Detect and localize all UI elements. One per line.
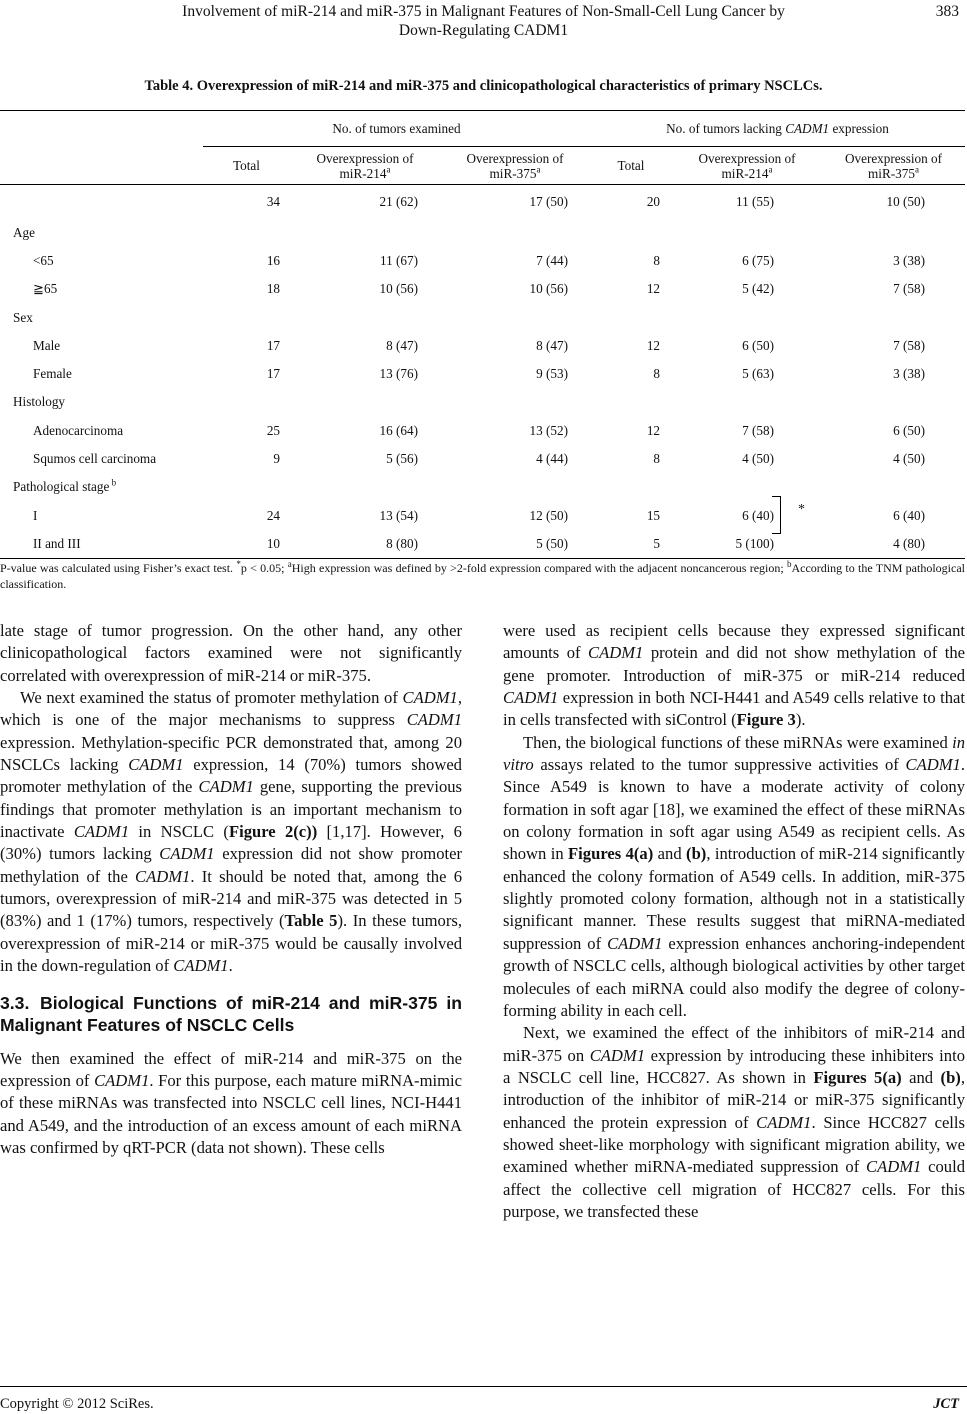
table-cell: 7 (58) xyxy=(893,337,925,353)
table-cell xyxy=(290,473,440,501)
table-cell: 10 (50) xyxy=(886,194,925,209)
table-cell: 9 xyxy=(273,451,280,467)
running-title-line2: Down-Regulating CADM1 xyxy=(398,22,569,39)
table-cell: 17 (50) xyxy=(529,194,568,209)
significance-star: * xyxy=(798,502,805,517)
table-cell: 12 (50) xyxy=(529,507,568,523)
table-cell: 8 xyxy=(653,451,660,467)
table-row xyxy=(0,416,965,444)
table-cell: 8 (47) xyxy=(386,337,418,353)
row-label: Adenocarcinoma xyxy=(33,422,124,438)
row-label: Female xyxy=(33,366,72,382)
table-cell: 10 (56) xyxy=(529,281,568,297)
table-cell: 5 (50) xyxy=(536,535,568,551)
table-cell xyxy=(440,218,590,246)
paragraph: We next examined the status of promoter methylation of CADM1, which is one of the major mechanisms to suppress CADM1 expression. Methylation-specific PCR demonstrated that, among 20 NSCLCs lacking CADM1 expression, 14 (70%) tumors showed promoter methylation of the CADM1 gene, supporting the previous findings that promoter methylation is an important mechanism to inactivate CADM1 in NSCLC (Figure 2(c)) [1,17]. However, 6 (30%) tumors lacking CADM1 expression did not show promoter methylation of the CADM1. It should be noted that, among the 6 tumors, overexpression of miR-214 and miR-375 was detected in 5 (83%) and 1 (17%) tumors, respectively (Table 5). In these tumors, overexpression of miR-214 or miR-375 would be causally involved in the down-regulation of CADM1. xyxy=(0,688,462,976)
table-cell xyxy=(203,388,290,416)
table-cell xyxy=(290,303,440,331)
table-cell: 16 (64) xyxy=(379,422,418,438)
row-label: I xyxy=(33,507,38,523)
table-cell xyxy=(590,388,672,416)
table-row xyxy=(0,275,965,303)
copyright: Copyright © 2012 SciRes. xyxy=(0,1396,154,1412)
table-cell: 5 (56) xyxy=(386,451,418,467)
table-4 xyxy=(0,110,965,559)
row-label: Pathological stage $^b$ xyxy=(13,477,117,495)
table-cell xyxy=(672,218,822,246)
table-cell: 11 (67) xyxy=(380,252,418,268)
table-cell: 10 (56) xyxy=(379,281,418,297)
row-label: <65 xyxy=(33,252,54,268)
paragraph: Then, the biological functions of these miRNAs were examined in vitro assays related to the tumor suppressive activities of CADM1. Since A549 is known to have a moderate activity of colony formation in soft agar [18], we examined the effect of these miRNAs on colony formation in soft agar using A549 as recipient cells. As shown in Figures 4(a) and (b), introduction of miR-214 significantly enhanced the colony formation of A549 cells. In addition, miR-375 slightly promoted colony formation, although not in a statistically significant manner. These results suggest that miRNA-mediated suppression of CADM1 expression enhances anchoring-independent growth of NSCLC cells, although biological activities by other target molecules of each miRNA could also modify the degree of colony-forming ability in each cell. xyxy=(503,732,965,1020)
table-cell: 4 (44) xyxy=(536,451,568,467)
table-cell: 21 (62) xyxy=(379,194,418,209)
table-cell: 6 (40) xyxy=(742,507,774,523)
table-row xyxy=(0,501,965,529)
table-row xyxy=(0,303,965,331)
table-row xyxy=(0,246,965,274)
table-cell xyxy=(590,218,672,246)
table-cell: 6 (40) xyxy=(893,507,925,523)
table-cell: 7 (44) xyxy=(536,252,568,268)
row-label: Squmos cell carcinoma xyxy=(33,451,157,467)
footer-rule xyxy=(0,1386,967,1387)
table-cell: 4 (50) xyxy=(742,451,774,467)
table-cell: 7 (58) xyxy=(893,281,925,297)
table-cell xyxy=(203,303,290,331)
table-row xyxy=(0,331,965,359)
table-cell: 5 (63) xyxy=(742,366,774,382)
running-title-line1: Involvement of miR-214 and miR-375 in Malignant Features of Non-Small-Cell Lung Cancer by xyxy=(182,3,785,20)
table-row xyxy=(0,444,965,472)
table-cell: 12 xyxy=(646,422,660,438)
table-cell xyxy=(440,388,590,416)
table-cell: 3 (38) xyxy=(893,252,925,268)
table-cell: 20 xyxy=(646,194,660,209)
page-footer xyxy=(0,1396,967,1413)
left-column xyxy=(0,620,462,1159)
table-cell xyxy=(290,388,440,416)
table-cell: 9 (53) xyxy=(536,366,568,382)
table-cell: 6 (50) xyxy=(742,337,774,353)
table-cell: 11 (55) xyxy=(736,194,774,209)
running-header xyxy=(0,2,967,40)
table-cell: 4 (80) xyxy=(893,535,925,551)
table-cell xyxy=(822,388,965,416)
row-label: Histology xyxy=(13,394,66,410)
table-cell xyxy=(590,473,672,501)
subheader-mir214-1: Overexpression of miR-214$^a$ xyxy=(316,150,414,181)
table-cell xyxy=(672,388,822,416)
table-cell: 12 xyxy=(646,337,660,353)
table-cell: 4 (50) xyxy=(893,451,925,467)
table-cell: 16 xyxy=(266,252,280,268)
table-cell: 6 (75) xyxy=(742,252,774,268)
table-cell: 15 xyxy=(646,507,660,523)
group-header-lacking: No. of tumors lacking CADM1 expression xyxy=(590,111,965,147)
section-number: 3.3. xyxy=(0,992,30,1013)
section-heading xyxy=(0,992,462,1036)
row-label: II and III xyxy=(33,535,81,551)
table-cell: 5 (100) xyxy=(735,535,774,551)
significance-bracket xyxy=(772,496,781,534)
group-header-examined: No. of tumors examined xyxy=(203,111,590,147)
table-cell: 6 (50) xyxy=(893,422,925,438)
table-cell xyxy=(590,303,672,331)
table-cell: 13 (52) xyxy=(529,422,568,438)
paragraph: were used as recipient cells because they expressed significant amounts of CADM1 protein and did not show methylation of the gene promoter. Introduction of miR-375 or miR-214 reduced CADM1 expression in both NCI-H441 and A549 cells relative to that in cells transfected with siControl (Figure 3). xyxy=(503,621,965,730)
table-cell: 10 xyxy=(266,535,280,551)
row-label: ≧65 xyxy=(33,281,58,297)
paragraph: We then examined the effect of miR-214 and miR-375 on the expression of CADM1. For this purpose, each mature miRNA-mimic of these miRNAs was transfected into NSCLC cell lines, NCI-H441 and A549, and the introduction of an excess amount of each miRNA was confirmed by qRT-PCR (data not shown). These cells xyxy=(0,1048,462,1157)
subheader-mir214-2: Overexpression of miR-214$^a$ xyxy=(698,150,796,181)
subheader-total-1: Total xyxy=(233,158,260,173)
table-cell xyxy=(440,473,590,501)
table-cell xyxy=(440,303,590,331)
table-cell: 18 xyxy=(266,281,280,297)
page-number: 383 xyxy=(935,3,959,20)
table-row xyxy=(0,359,965,387)
table-title: Table 4. Overexpression of miR-214 and miR-375 and clinicopathological characteristics of primary NSCLCs. xyxy=(144,78,823,94)
table-row xyxy=(0,388,965,416)
table-cell: 17 xyxy=(266,366,280,382)
subheader-mir375-1: Overexpression of miR-375$^a$ xyxy=(466,150,564,181)
row-label: Male xyxy=(33,337,61,353)
row-label: Sex xyxy=(13,309,33,325)
table-cell: 12 xyxy=(646,281,660,297)
right-column xyxy=(503,620,965,1223)
table-cell xyxy=(822,473,965,501)
table-cell: 8 (47) xyxy=(536,337,568,353)
table-row xyxy=(0,473,965,501)
table-cell xyxy=(203,218,290,246)
journal-abbrev: JCT xyxy=(933,1396,959,1412)
table-cell: 8 xyxy=(653,366,660,382)
table-cell xyxy=(822,218,965,246)
table-cell: 7 (58) xyxy=(742,422,774,438)
table-footnote: P-value was calculated using Fisher’s exact test. *p < 0.05; $^a$High expression was defined by >2-fold expression compared with the adjacent noncancerous region; $^b$According to the TNM pathological classification. xyxy=(0,559,965,591)
section-title: Biological Functions of miR-214 and miR-375 in Malignant Features of NSCLC Cells xyxy=(0,992,462,1035)
table-cell xyxy=(672,303,822,331)
table-cell: 8 (80) xyxy=(386,535,418,551)
table-cell: 24 xyxy=(266,507,280,523)
table-cell: 34 xyxy=(266,194,280,209)
table-row xyxy=(0,529,965,558)
table-cell: 13 (76) xyxy=(379,366,418,382)
subheader-mir375-2: Overexpression of miR-375$^a$ xyxy=(844,150,943,181)
table-row xyxy=(0,185,965,219)
table-cell: 5 (42) xyxy=(742,281,774,297)
table-cell xyxy=(290,218,440,246)
table-cell xyxy=(822,303,965,331)
table-cell: 8 xyxy=(653,252,660,268)
paragraph: late stage of tumor progression. On the other hand, any other clinicopathological factors examined were not significantly correlated with overexpression of miR-214 or miR-375. xyxy=(0,621,462,685)
table-cell: 5 xyxy=(653,535,660,551)
row-label: Age xyxy=(13,224,35,240)
subheader-total-2: Total xyxy=(617,158,645,173)
table-cell xyxy=(672,473,822,501)
table-row xyxy=(0,218,965,246)
table-cell: 3 (38) xyxy=(893,366,925,382)
row-label xyxy=(0,185,203,219)
table-cell: 25 xyxy=(266,422,280,438)
table-cell: 13 (54) xyxy=(379,507,418,523)
table-cell xyxy=(203,473,290,501)
table-cell: 17 xyxy=(266,337,280,353)
paragraph: Next, we examined the effect of the inhibitors of miR-214 and miR-375 on CADM1 expression by introducing these inhibiters into a NSCLC cell line, HCC827. As shown in Figures 5(a) and (b), introduction of the inhibitor of miR-214 or miR-375 significantly enhanced the protein expression of CADM1. Since HCC827 cells showed sheet-like morphology with significant migration ability, we examined whether miRNA-mediated suppression of CADM1 could affect the collective cell migration of HCC827 cells. For this purpose, we transfected these xyxy=(503,1023,966,1221)
